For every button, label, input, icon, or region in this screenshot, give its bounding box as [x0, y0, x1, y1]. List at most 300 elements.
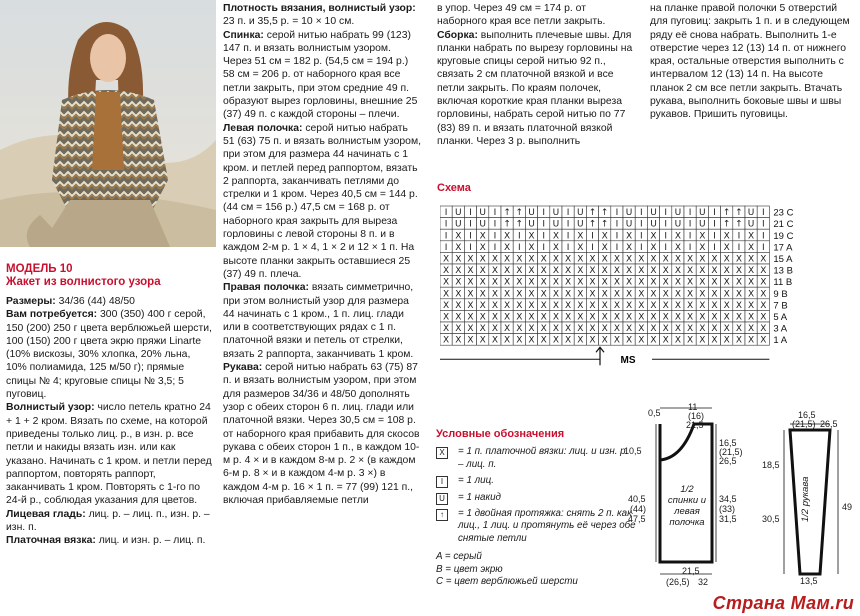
- chart-cell-symbol: X: [552, 312, 559, 323]
- chart-row-label: 17 A: [773, 242, 793, 254]
- chart-cell-symbol: U: [747, 219, 755, 230]
- p1-bottom-1: (26,5): [666, 577, 690, 587]
- col2-para-0: Плотность вязания, волнистый узор: 23 п. и 35,5 р. = 10 × 10 см.: [223, 3, 416, 28]
- chart-cell-symbol: ↑: [588, 219, 597, 230]
- chart-cell-symbol: X: [479, 266, 486, 277]
- chart-cell-symbol: X: [479, 289, 486, 300]
- chart-cell-symbol: X: [504, 324, 511, 335]
- p1-bottom-2: 32: [698, 577, 709, 587]
- chart-cell-symbol: X: [699, 324, 706, 335]
- chart-cell-symbol: X: [699, 289, 706, 300]
- chart-cell-symbol: X: [687, 300, 694, 311]
- chart-cell-symbol: X: [748, 242, 755, 253]
- chart-cell-symbol: X: [626, 242, 633, 253]
- chart-cell-symbol: X: [577, 277, 584, 288]
- chart-cell-symbol: X: [626, 300, 633, 311]
- chart-cell-symbol: X: [565, 289, 572, 300]
- chart-cell-symbol: X: [479, 300, 486, 311]
- chart-cell-symbol: X: [455, 312, 462, 323]
- chart-cell-symbol: X: [650, 324, 657, 335]
- p1-top-1: 11: [688, 402, 698, 412]
- chart-cell-symbol: I: [615, 208, 619, 219]
- chart-cell-symbol: X: [748, 324, 755, 335]
- chart-cell-symbol: X: [467, 254, 474, 265]
- chart-cell-symbol: X: [601, 254, 608, 265]
- model-title: МОДЕЛЬ 10: [6, 263, 73, 275]
- chart-cell-symbol: I: [469, 231, 472, 242]
- chart-cell-symbol: X: [540, 254, 547, 265]
- chart-cell-symbol: X: [443, 300, 450, 311]
- chart-cell-symbol: X: [528, 335, 535, 346]
- chart-cell-symbol: I: [517, 231, 521, 242]
- col3-para-0: в упор. Через 49 см = 174 р. от наборного края все петли закрыть.: [437, 3, 606, 28]
- chart-cell-symbol: X: [674, 289, 681, 300]
- chart-cell-symbol: X: [601, 266, 608, 277]
- chart-cell-symbol: U: [674, 208, 682, 219]
- p1-label: 1/2 спинки и левая полочка: [667, 484, 707, 528]
- chart-cell-symbol: I: [444, 242, 448, 253]
- col2-para-1: Спинка: серой нитью набрать 99 (123) 147 п. и вязать волнистым узором. Через 51 см = 182 р. (54,5 см = 194 р.) 58 см = 206 р. от наборного края все петли закрыть, при этом средние 49 п. образуют вырез горловины, внешние 25 (37) 49 п. с каждой стороны – плечи.: [223, 29, 418, 121]
- chart-cell-symbol: X: [491, 300, 498, 311]
- p1-top-3: 21,5: [686, 420, 704, 430]
- p1-top-0: 0,5: [648, 408, 661, 418]
- chart-cell-symbol: I: [615, 242, 619, 253]
- chart-cell-symbol: X: [565, 266, 572, 277]
- chart-cell-symbol: X: [504, 289, 511, 300]
- p1-right-0: 16,5: [719, 438, 737, 448]
- chart-cell-symbol: U: [674, 219, 682, 230]
- chart-cell-symbol: I: [688, 219, 692, 230]
- chart-cell-symbol: X: [662, 277, 669, 288]
- chart-cell-symbol: X: [455, 266, 462, 277]
- chart-cell-symbol: U: [650, 208, 657, 219]
- chart-cell-symbol: I: [493, 219, 497, 230]
- chart-cell-symbol: U: [577, 219, 584, 230]
- legend-item-2: U = 1 накид: [436, 492, 636, 504]
- column-3: [437, 2, 633, 172]
- chart-cell-symbol: X: [735, 289, 742, 300]
- p2-bottom-0: 13,5: [800, 576, 818, 586]
- col2-para-2: Левая полочка: серой нитью набрать 51 (63) 75 п. и вязать волнистым узором, при этом для размера 44 начинать с 1 кром. и петлей перед раппортом, вязать 2 раппорта, заканчивать петлями до стрелки и 1 кром. Через 40,5 см = 144 р. (44 см = 156 р.) 47,5 см = 168 р. от наборного края закрыть для выреза горловины с левой стороны 8 п. и в каждом 2-м р. 1 × 4, 1 × 2 и 12 × 1 п. На высоте планки закрыть оставшиеся 25 (37) 49 п. плеча.: [223, 122, 421, 280]
- chart-cell-symbol: X: [711, 289, 718, 300]
- chart-cell-symbol: X: [467, 289, 474, 300]
- chart-cell-symbol: X: [626, 231, 633, 242]
- chart-cell-symbol: X: [711, 312, 718, 323]
- chart-cell-symbol: I: [566, 242, 570, 253]
- chart-cell-symbol: X: [674, 300, 681, 311]
- chart-cell-symbol: ↑: [503, 219, 511, 230]
- chart-cell-symbol: I: [517, 242, 521, 253]
- chart-cell-symbol: X: [479, 242, 486, 253]
- chart-cell-symbol: X: [491, 266, 498, 277]
- p1-left-3: 47,5: [628, 514, 646, 524]
- chart-cell-symbol: X: [577, 312, 584, 323]
- chart-cell-symbol: I: [615, 219, 619, 230]
- chart-ms-arrow: [596, 347, 604, 365]
- chart-cell-symbol: X: [760, 277, 767, 288]
- chart-cell-symbol: X: [467, 266, 474, 277]
- chart-cell-symbol: X: [504, 254, 511, 265]
- chart-cell-symbol: X: [662, 300, 669, 311]
- chart-cell-symbol: X: [699, 242, 706, 253]
- chart-cell-symbol: X: [613, 266, 620, 277]
- legend-item-1: I = 1 лиц.: [436, 475, 636, 487]
- chart-cell-symbol: X: [723, 254, 730, 265]
- chart-cell-symbol: X: [443, 289, 450, 300]
- chart-cell-symbol: X: [467, 312, 474, 323]
- chart-cell-symbol: I: [737, 231, 741, 242]
- chart-cell-symbol: X: [491, 312, 498, 323]
- knitting-chart-svg: [440, 202, 840, 392]
- chart-cell-symbol: X: [760, 324, 767, 335]
- chart-cell-symbol: X: [760, 289, 767, 300]
- chart-cell-symbol: X: [687, 289, 694, 300]
- chart-cell-symbol: X: [516, 324, 523, 335]
- chart-cell-symbol: X: [650, 289, 657, 300]
- chart-cell-symbol: I: [566, 219, 570, 230]
- chart-cell-symbol: X: [699, 254, 706, 265]
- chart-cell-symbol: X: [723, 289, 730, 300]
- chart-cell-symbol: I: [761, 219, 765, 230]
- chart-cell-symbol: X: [735, 266, 742, 277]
- chart-cell-symbol: X: [699, 231, 706, 242]
- chart-cell-symbol: X: [528, 254, 535, 265]
- chart-cell-symbol: I: [688, 208, 692, 219]
- p2-top-1: (21,5): [792, 419, 816, 429]
- chart-cell-symbol: I: [713, 231, 716, 242]
- legend-symbol-3: ↑: [436, 509, 448, 521]
- chart-cell-symbol: X: [601, 231, 608, 242]
- chart-cell-symbol: X: [723, 277, 730, 288]
- chart-cell-symbol: X: [504, 242, 511, 253]
- chart-cell-symbol: X: [479, 231, 486, 242]
- chart-cell-symbol: X: [528, 242, 535, 253]
- chart-cell-symbol: X: [455, 289, 462, 300]
- col1-para-4: Платочная вязка: лиц. и изн. р. – лиц. п.: [6, 535, 206, 547]
- chart-cell-symbol: ↑: [503, 208, 511, 219]
- column-1: [6, 295, 212, 616]
- chart-cell-symbol: I: [542, 231, 546, 242]
- chart-cell-symbol: I: [664, 219, 668, 230]
- chart-cell-symbol: X: [650, 266, 657, 277]
- chart-cell-symbol: X: [674, 266, 681, 277]
- chart-cell-symbol: I: [493, 231, 497, 242]
- chart-cell-symbol: X: [626, 266, 633, 277]
- chart-cell-symbol: ↑: [588, 208, 597, 219]
- col2-para-3: Правая полочка: вязать симметрично, при этом волнистый узор для размера 44 начинать с 1 кром., 1 п. лиц. глади или в соответствующих рядах с 1 п. платочной вязки и петель от стрелки, вязать 2 раппорта, заканчивать 1 кром.: [223, 282, 414, 360]
- chart-cell-symbol: X: [589, 277, 596, 288]
- chart-cell-symbol: I: [444, 231, 448, 242]
- chart-cell-symbol: X: [601, 312, 608, 323]
- chart-cell-symbol: I: [542, 219, 546, 230]
- chart-cell-symbol: X: [577, 231, 584, 242]
- chart-cell-symbol: I: [444, 208, 448, 219]
- chart-cell-symbol: X: [589, 254, 596, 265]
- chart-cell-symbol: X: [552, 324, 559, 335]
- chart-cell-symbol: X: [650, 231, 657, 242]
- chart-cell-symbol: X: [589, 289, 596, 300]
- chart-cell-symbol: U: [455, 208, 462, 219]
- chart-cell-symbol: U: [552, 208, 560, 219]
- legend-symbol-0: X: [436, 447, 448, 459]
- chart-cell-symbol: X: [565, 335, 572, 346]
- chart-cell-symbol: I: [444, 219, 448, 230]
- chart-cell-symbol: X: [760, 254, 767, 265]
- chart-cell-symbol: X: [516, 335, 523, 346]
- chart-cell-symbol: X: [735, 324, 742, 335]
- chart-cell-symbol: X: [711, 324, 718, 335]
- p1-left-0: 10,5: [624, 446, 642, 456]
- chart-cell-symbol: X: [662, 312, 669, 323]
- chart-cell-symbol: ↑: [722, 219, 731, 230]
- chart-cell-symbol: X: [455, 277, 462, 288]
- chart-cell-symbol: ↑: [515, 219, 524, 230]
- chart-cell-symbol: X: [491, 324, 498, 335]
- chart-cell-symbol: X: [455, 242, 462, 253]
- chart-cell-symbol: X: [601, 324, 608, 335]
- chart-cell-symbol: I: [713, 219, 716, 230]
- chart-cell-symbol: U: [699, 219, 706, 230]
- chart-cell-symbol: X: [760, 300, 767, 311]
- chart-cell-symbol: U: [577, 208, 584, 219]
- knitting-chart: [440, 202, 840, 397]
- chart-cell-symbol: X: [748, 312, 755, 323]
- chart-cell-symbol: X: [626, 312, 633, 323]
- chart-cell-symbol: X: [748, 300, 755, 311]
- watermark: Страна Мам.ru: [712, 593, 854, 613]
- chart-cell-symbol: X: [723, 242, 730, 253]
- legend-color-2: C = цвет верблюжьей шерсти: [436, 576, 578, 588]
- column-4: [650, 2, 850, 172]
- chart-cell-symbol: X: [540, 300, 547, 311]
- chart-cell-symbol: X: [577, 335, 584, 346]
- chart-cell-symbol: X: [662, 335, 669, 346]
- chart-cell-symbol: X: [516, 300, 523, 311]
- chart-cell-symbol: X: [443, 266, 450, 277]
- chart-cell-symbol: X: [601, 277, 608, 288]
- chart-cell-symbol: X: [638, 335, 645, 346]
- chart-cell-symbol: X: [443, 254, 450, 265]
- chart-cell-symbol: X: [528, 324, 535, 335]
- chart-row-label: 21 C: [773, 219, 794, 231]
- chart-cell-symbol: X: [552, 277, 559, 288]
- chart-cell-symbol: I: [639, 219, 643, 230]
- chart-cell-symbol: ↑: [722, 208, 731, 219]
- chart-cell-symbol: X: [528, 231, 535, 242]
- chart-cell-symbol: X: [760, 335, 767, 346]
- p1-right-4: (33): [719, 504, 736, 514]
- chart-cell-symbol: ↑: [735, 219, 743, 230]
- chart-cell-symbol: I: [591, 242, 594, 253]
- chart-cell-symbol: X: [552, 300, 559, 311]
- chart-cell-symbol: X: [540, 324, 547, 335]
- chart-cell-symbol: X: [626, 324, 633, 335]
- chart-cell-symbol: X: [613, 335, 620, 346]
- chart-row-label: 23 C: [773, 207, 794, 219]
- chart-cell-symbol: I: [664, 231, 668, 242]
- chart-cell-symbol: X: [723, 312, 730, 323]
- chart-cell-symbol: I: [566, 208, 570, 219]
- chart-cell-symbol: X: [577, 324, 584, 335]
- legend-color-0: A = серый: [436, 551, 482, 563]
- chart-cell-symbol: X: [565, 277, 572, 288]
- chart-cell-symbol: I: [493, 208, 497, 219]
- chart-cell-symbol: X: [674, 254, 681, 265]
- p1-left-2: (44): [630, 504, 647, 514]
- chart-cell-symbol: I: [639, 231, 643, 242]
- chart-cell-symbol: X: [552, 335, 559, 346]
- chart-cell-symbol: X: [540, 277, 547, 288]
- chart-cell-symbol: ↑: [515, 208, 524, 219]
- chart-cell-symbol: X: [504, 335, 511, 346]
- chart-cell-symbol: ↑: [600, 219, 609, 230]
- chart-cell-symbol: X: [699, 312, 706, 323]
- chart-cell-symbol: I: [664, 208, 668, 219]
- chart-cell-symbol: X: [577, 242, 584, 253]
- chart-cell-symbol: I: [639, 208, 643, 219]
- pattern-back-front: [624, 402, 760, 592]
- chart-cell-symbol: X: [528, 266, 535, 277]
- chart-cell-symbol: X: [626, 277, 633, 288]
- chart-cell-symbol: U: [528, 219, 535, 230]
- legend-title: Условные обозначения: [436, 428, 565, 440]
- p2-top-2: 26,5: [820, 419, 838, 429]
- p1-left-1: 40,5: [628, 494, 646, 504]
- chart-cell-symbol: X: [479, 312, 486, 323]
- chart-cell-symbol: X: [711, 335, 718, 346]
- chart-row-label: 3 A: [773, 323, 788, 335]
- chart-cell-symbol: X: [565, 300, 572, 311]
- chart-ms-label: MS: [620, 355, 636, 367]
- chart-cell-symbol: X: [504, 277, 511, 288]
- chart-cell-symbol: X: [540, 335, 547, 346]
- column-2: [223, 2, 421, 616]
- chart-cell-symbol: X: [552, 266, 559, 277]
- chart-cell-symbol: U: [650, 219, 657, 230]
- p2-left-0: 18,5: [762, 460, 780, 470]
- chart-cell-symbol: I: [664, 242, 668, 253]
- chart-cell-symbol: X: [552, 254, 559, 265]
- chart-cell-symbol: X: [662, 266, 669, 277]
- chart-cell-symbol: X: [638, 266, 645, 277]
- p1-right-3: 34,5: [719, 494, 737, 504]
- chart-cell-symbol: X: [748, 335, 755, 346]
- col4-para: на планке правой полочки 5 отверстий для пуговиц: закрыть 1 п. и в следующем ряду её снова набрать. Выполнить 1-е отверстие через 12 (13) 14 п. от нижнего края, остальные отверстия выполнить с интервалом 12 (13) 14 п. На высоте планок 2 см все петли закрыть. Втачать рукава, выполнить боковые швы и швы рукавов. Пришить пуговицы.: [650, 3, 850, 121]
- chart-cell-symbol: I: [761, 231, 765, 242]
- chart-cell-symbol: X: [650, 242, 657, 253]
- model-photo: [0, 0, 216, 247]
- chart-cell-symbol: U: [625, 219, 633, 230]
- chart-cell-symbol: X: [650, 312, 657, 323]
- chart-cell-symbol: X: [516, 254, 523, 265]
- chart-cell-symbol: X: [528, 277, 535, 288]
- chart-cell-symbol: X: [638, 312, 645, 323]
- chart-cell-symbol: X: [613, 324, 620, 335]
- chart-cell-symbol: X: [723, 324, 730, 335]
- chart-cell-symbol: X: [674, 335, 681, 346]
- chart-row-label: 1 A: [773, 335, 788, 347]
- p2-top-0: 16,5: [798, 410, 816, 420]
- col1-para-0: Размеры: 34/36 (44) 48/50: [6, 296, 135, 307]
- p1-right-2: 26,5: [719, 456, 737, 466]
- chart-cell-symbol: X: [711, 254, 718, 265]
- chart-cell-symbol: I: [493, 242, 497, 253]
- chart-cell-symbol: X: [711, 300, 718, 311]
- chart-cell-symbol: I: [737, 242, 741, 253]
- p2-label: 1/2 рукава: [800, 476, 811, 522]
- chart-cell-symbol: X: [528, 289, 535, 300]
- chart-cell-symbol: X: [443, 277, 450, 288]
- chart-cell-symbol: X: [650, 254, 657, 265]
- legend-item-0: X = 1 п. платочной вязки: лиц. и изн. р. – лиц. п.: [436, 446, 636, 471]
- chart-cell-symbol: I: [761, 208, 765, 219]
- chart-cell-symbol: U: [528, 208, 535, 219]
- chart-cell-symbol: X: [552, 289, 559, 300]
- col1-para-1: Вам потребуется: 300 (350) 400 г серой, 150 (200) 250 г цвета верблюжьей шерсти, 100 (150) 200 г цвета экрю пряжи Linarte (10% вискозы, 30% хлопка, 20% льна, 10% полиамида, 125 м/50 г); прямые спицы № 4; круговые спицы № 3,5; 5 пуговиц.: [6, 309, 212, 401]
- legend-symbol-2: U: [436, 493, 448, 505]
- p2-left-1: 30,5: [762, 514, 780, 524]
- chart-cell-symbol: I: [639, 242, 643, 253]
- chart-cell-symbol: X: [540, 312, 547, 323]
- chart-cell-symbol: I: [591, 231, 594, 242]
- chart-cell-symbol: X: [589, 300, 596, 311]
- model-subtitle: Жакет из волнистого узора: [6, 276, 161, 288]
- chart-cell-symbol: U: [479, 208, 486, 219]
- model-heading: [6, 263, 161, 289]
- chart-cell-symbol: I: [713, 208, 716, 219]
- chart-cell-symbol: X: [528, 300, 535, 311]
- chart-cell-symbol: X: [479, 277, 486, 288]
- chart-cell-symbol: X: [662, 289, 669, 300]
- chart-cell-symbol: X: [577, 300, 584, 311]
- chart-cell-symbol: U: [479, 219, 486, 230]
- chart-cell-symbol: X: [540, 266, 547, 277]
- p1-top-2: (16): [688, 411, 705, 421]
- chart-cell-symbol: X: [748, 266, 755, 277]
- chart-cell-symbol: I: [615, 231, 619, 242]
- chart-cell-symbol: X: [748, 254, 755, 265]
- chart-cell-symbol: X: [748, 277, 755, 288]
- chart-cell-symbol: X: [613, 289, 620, 300]
- chart-cell-symbol: X: [687, 266, 694, 277]
- chart-cell-symbol: X: [577, 254, 584, 265]
- chart-cell-symbol: X: [735, 335, 742, 346]
- chart-cell-symbol: I: [542, 242, 546, 253]
- chart-cell-symbol: X: [601, 300, 608, 311]
- chart-cell-symbol: X: [467, 300, 474, 311]
- chart-row-label: 7 B: [773, 300, 788, 312]
- chart-cell-symbol: X: [467, 277, 474, 288]
- chart-cell-symbol: X: [577, 266, 584, 277]
- chart-cell-symbol: X: [748, 231, 755, 242]
- chart-cell-symbol: X: [711, 266, 718, 277]
- chart-cell-symbol: X: [674, 242, 681, 253]
- col2-para-4: Рукава: серой нитью набрать 63 (75) 87 п. и вязать волнистым узором, при этом для размеров 34/36 и 48/50 дополнять узор с обеих сторон 6 п. лиц. глади или платочной вязки. Через 30,5 см = 108 р. от наборного края прибавить для скосов рукава с обеих сторон 1 п., в каждом 10-м р. 4 × и в каждом 8-м р. 2 × (в каждом 6-м р. 8 × и в каждом 4-м р. 3 ×) в каждом 4-м р. 16 × 1 п. = 77 (99) 121 п., включая прибавляемые петли: [223, 362, 420, 506]
- chart-cell-symbol: X: [467, 324, 474, 335]
- chart-cell-symbol: X: [687, 254, 694, 265]
- chart-cell-symbol: X: [638, 300, 645, 311]
- chart-cell-symbol: X: [455, 335, 462, 346]
- chart-cell-symbol: X: [735, 277, 742, 288]
- chart-cell-symbol: X: [577, 289, 584, 300]
- chart-cell-symbol: X: [479, 324, 486, 335]
- p2-right-0: 49: [842, 502, 853, 512]
- chart-cell-symbol: X: [699, 266, 706, 277]
- chart-cell-symbol: X: [674, 231, 681, 242]
- chart-cell-symbol: X: [491, 277, 498, 288]
- chart-cell-symbol: I: [469, 219, 472, 230]
- chart-cell-symbol: X: [638, 324, 645, 335]
